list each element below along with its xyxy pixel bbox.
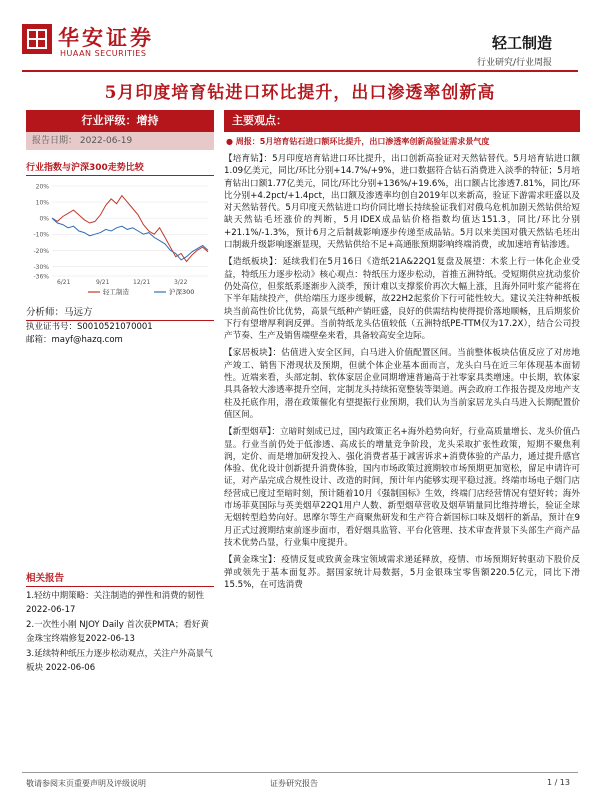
- logo-text-cn: 华安证券: [58, 25, 154, 50]
- industry-name: 轻工制造: [491, 34, 552, 52]
- related-report-item[interactable]: 1.轻纺中期策略：关注制造的弹性和消费的韧性 2022-06-17: [26, 591, 205, 615]
- analyst-email[interactable]: 邮箱：mayf@hazq.com: [26, 335, 123, 345]
- related-report-item[interactable]: 3.延续特种纸压力逐步松动观点，关注户外高景气板块 2022-06-06: [26, 649, 213, 673]
- y-tick-label: 10%: [35, 199, 49, 207]
- weekly-summary-bullet: ● 周报：5月培育钻石进口额环比提升，出口渗透率创新高验证需求景气度: [226, 137, 490, 146]
- main-points-header: 主要观点：: [224, 110, 580, 132]
- main-points-column: [224, 110, 580, 591]
- x-tick-label: 6/21: [56, 279, 71, 286]
- analyst-header: 分析师：马远方: [26, 304, 214, 321]
- x-tick-label: 12/21: [133, 279, 151, 286]
- huaan-logo-icon: [22, 24, 52, 54]
- report-type: 行业研究/行业周报: [476, 58, 552, 68]
- header-divider: [22, 70, 578, 72]
- left-column: [26, 110, 214, 347]
- footer-disclaimer: 敬请参阅末页重要声明及评级说明: [26, 779, 146, 788]
- related-report-item[interactable]: 2.一次性小刚 NJOY Daily 首次获PMTA；看好黄金珠宝终端修复2022-06-13: [26, 620, 209, 644]
- section-home-furnishing: 【家居板块】：估值进入安全区间，白马进入价值配置区间。当前整体板块估值反应了对房地产竣工、销售下滑现状及预期，但就个体企业基本面而言，龙头白马在近三年体现基本面韧性。近端来看，头部定制、软体家居企业同期增速普遍高于社零家具类增速。中长期，软体家具具备较大渗透率提升空间，定制龙头持续拓宽整装等渠道。两会政府工作报告提及房地产支柱及托底作用，潜在政策催化有望提振行业预期，我们认为当前家居龙头白马进入长期配置价值区间。: [224, 348, 580, 420]
- footer-divider: [22, 772, 578, 773]
- analyst-license: 执业证书号：S0010521070001: [26, 322, 153, 332]
- related-reports-header: 相关报告: [26, 570, 214, 587]
- chart-svg: [26, 180, 214, 298]
- section-paper: 【造纸板块】：延续我们在5月16日《造纸21A&22Q1复盘及展望：木浆上行一体化企业受益，特纸压力逐步松动》核心观点：特纸压力逐步松动，首推五洲特纸。受短期供应扰动浆价仍处高位，但浆纸系逐渐步入淡季，预计难以支撑浆价再次大幅上涨，且海外同叶浆产能将在下半年陆续投产，供给端压力逐步缓解，故22H2起浆价下行可能性较大。建议关注特种纸板块当前高性价比优势，高景气纸种产销旺盛，良好的供需结构使得提价落地顺畅，且后期浆价下行有望增厚利润反弹。当前特纸龙头估值较低（五洲特纸PE-TTM仅为17.2X），结合公司投产节奏、生产及销售端壁垒来看，具备较高安全边际。: [224, 257, 580, 342]
- legend-label: 沪深300: [169, 288, 195, 296]
- related-reports: [26, 570, 214, 677]
- y-tick-label: -20%: [33, 247, 49, 255]
- y-tick-label: -36%: [33, 273, 49, 281]
- page-number: 1 / 13: [546, 778, 570, 787]
- legend-label: 轻工制造: [103, 288, 129, 296]
- logo-text-en: HUAAN SECURITIES: [60, 49, 147, 58]
- y-tick-label: -10%: [33, 231, 49, 239]
- report-header: [0, 0, 600, 72]
- report-title: 5月印度培育钻进口环比提升，出口渗透率创新高: [104, 83, 496, 103]
- section-jewelry: 【黄金珠宝】：疫情反复或致黄金珠宝领域需求递延释放，疫情、市场预期好转驱动下股价反弹或领先于基本面复苏。据国家统计局数据，5月金银珠宝零售额220.5亿元，同比下滑15.5%，在可选消费: [224, 555, 580, 590]
- y-tick-label: -30%: [33, 263, 49, 271]
- index-comparison-chart: [26, 180, 214, 298]
- section-lab-diamond: 【培育钻】：5月印度培育钻进口环比提升，出口创新高验证对天然钻替代。5月培育钻进口额1.09亿美元，同比/环比分别+14.7%/+9%，进口数据符合钻石消费进入淡季的特征；5月培育钻出口额1.77亿美元，同比/环比分别+136%/+19.6%，出口额占比渗透7.81%，同比/环比分别+4.2pct/+1.4pct，出口额及渗透率均创自2019年以来新高，验证下游需求旺盛以及对天然钻替代。5月印度天然钻进口均价同比增长持续验证我们对俄乌危机加剧天然钻供给短缺天然钻毛坯涨价的判断，5月IDEX成品钻价格指数均值达151.3，同比/环比分别+21.1%/-1.3%，预计6月之后制裁影响逐步传递至成品钻。5月以来美国对俄天然钻毛坯出口制裁升级影响逐渐显现，天然钻供给不足+高通胀预期影响终端消费，或加速培育钻渗透。: [224, 154, 580, 251]
- y-tick-label: 0%: [39, 215, 49, 223]
- industry-rating: 行业评级：增持: [26, 110, 214, 132]
- footer-center-label: 证券研究报告: [270, 779, 318, 788]
- x-tick-label: 9/21: [95, 279, 110, 286]
- section-new-tobacco: 【新型烟草】：立暗时刻成已过，国内政策正名+海外趋势向好，行业高质量增长、龙头价值凸显。行业当前仍处于低渗透、高成长的增量竞争阶段，龙头采取扩张性政策，短期不聚焦利润，定价、而是增加研发投入、强化消费者基于减害诉求+消费体验的产品力，通过提升感官体验、优化设计创新提升消费体验，国内市场政策过渡期较市场预期更加宽松，留足申请许可证，对产品完成合规性设计、改造的时间，预计年内能够实现平稳过渡。终端市场电子烟门店经营成已度过至暗时刻，预计随着10月《强制国标》生效，终端门店经营情况有望好转；海外市场菲莫国际与英美烟草22Q1用户人数、新型烟草营收及烟草销量同比维持增长，验证全球无烟转型趋势向好。思摩尔等生产商聚焦研发和生产符合新国标口味及烟杆的新品，预计在9月正式过渡期结束前逐步面市，看好烟具监管、平台化管理、技术审查背景下头部生产商产品技术优势凸显，行业集中度提升。: [224, 427, 580, 548]
- y-tick-label: 20%: [35, 183, 49, 191]
- series-line-csi300: [52, 218, 208, 260]
- x-tick-label: 3/22: [173, 279, 188, 286]
- report-date: 报告日期： 2022-06-19: [26, 132, 214, 150]
- chart-title: 行业指数与沪深300走势比较: [26, 160, 214, 176]
